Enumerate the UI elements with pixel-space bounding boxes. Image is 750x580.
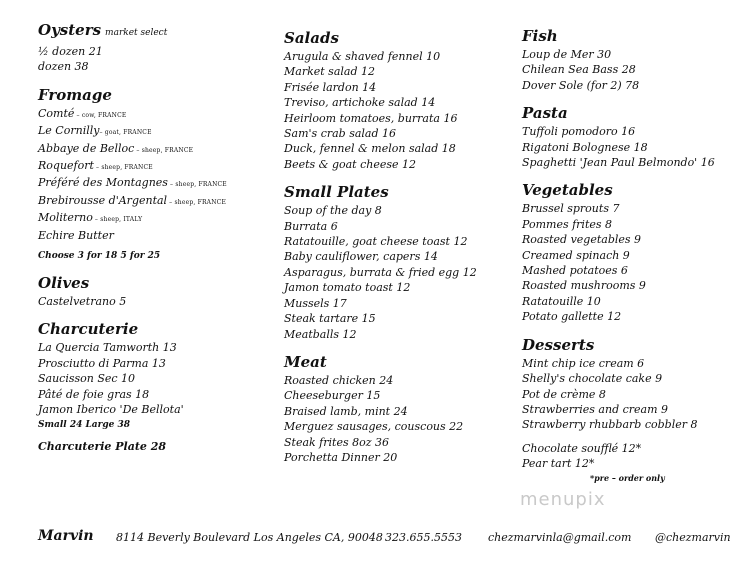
section-title: Meat: [284, 352, 327, 371]
section-charcuterie: [38, 319, 268, 453]
section-pasta: [522, 103, 742, 170]
menu-item: Chilean Sea Bass 28: [522, 63, 636, 77]
menu-item: Chocolate soufflé 12*: [522, 441, 642, 455]
section-title: Olives: [38, 274, 90, 293]
menu-item: Ratatouille, goat cheese toast 12: [284, 235, 468, 249]
menu-item: Loup de Mer 30: [522, 48, 612, 61]
menu-column-left: [38, 20, 268, 464]
menu-item: Duck, fennel & melon salad 18: [284, 142, 456, 156]
menu-item: Pear tart 12*: [522, 457, 595, 471]
section-desserts: [522, 335, 742, 483]
menu-item: Treviso, artichoke salad 14: [284, 96, 436, 110]
menu-column-middle: [284, 20, 506, 475]
section-title: Small Plates: [284, 183, 389, 202]
menu-item: Ratatouille 10: [522, 294, 601, 308]
pre-order-footnote: *pre – order only: [590, 472, 665, 483]
menu-item: Soup of the day 8: [284, 204, 382, 218]
menu-item: Roasted vegetables 9: [522, 233, 642, 247]
menu-item: Burrata 6: [284, 219, 338, 233]
menu-item: Merguez sausages, couscous 22: [284, 420, 464, 434]
section-olives: [38, 273, 268, 309]
menu-item: Arugula & shaved fennel 10: [284, 50, 441, 63]
menu-item: Meatballs 12: [284, 327, 357, 341]
menu-item: Asparagus, burrata & fried egg 12: [284, 265, 477, 279]
menu-item: Porchetta Dinner 20: [284, 450, 398, 464]
jamon-size-note: Small 24 Large 38: [38, 419, 131, 430]
section-title: Fromage: [38, 85, 112, 104]
menu-item: Mint chip ice cream 6: [522, 356, 645, 370]
menupix-watermark: menupix: [520, 489, 606, 510]
charcuterie-plate: Charcuterie Plate 28: [38, 439, 167, 453]
section-title: Oysters market select: [38, 21, 168, 39]
menu-item: Rigatoni Bolognese 18: [522, 140, 648, 154]
menu-item: Roasted mushrooms 9: [522, 279, 646, 293]
cheese-choose-note: Choose 3 for 18 5 for 25: [38, 251, 161, 262]
email-address: chezmarvinla@gmail.com: [488, 531, 632, 544]
section-oysters: [38, 20, 268, 75]
menu-item: Dover Sole (for 2) 78: [522, 78, 640, 92]
menu-item: Mussels 17: [284, 296, 347, 310]
menu-item: Roquefort – sheep, FRANCE: [38, 159, 153, 173]
menu-item: ½ dozen 21: [38, 45, 103, 58]
section-fish: [522, 26, 742, 93]
menu-item: Le Cornilly– goat, FRANCE: [38, 124, 152, 138]
menu-item: Echire Butter: [38, 228, 114, 242]
menu-item: Roasted chicken 24: [284, 373, 394, 387]
phone-number: 323.655.5553: [385, 531, 462, 544]
section-fromage: [38, 85, 268, 263]
market-select-note: market select: [105, 28, 168, 38]
menu-item: Jamon Iberico 'De Bellota': [38, 403, 184, 417]
menu-item: Shelly's chocolate cake 9: [522, 372, 663, 386]
menu-item: Heirloom tomatoes, burrata 16: [284, 111, 458, 125]
menu-item: Préféré des Montagnes – sheep, FRANCE: [38, 176, 227, 190]
menu-item: Castelvetrano 5: [38, 295, 127, 309]
address: 8114 Beverly Boulevard Los Angeles CA, 90048: [116, 531, 383, 544]
menu-item: Abbaye de Belloc – sheep, FRANCE: [38, 141, 194, 155]
menu-item: La Quercia Tamworth 13: [38, 341, 177, 355]
menu-item: Brebirousse d'Argental – sheep, FRANCE: [38, 193, 227, 207]
section-meat: [284, 352, 506, 465]
section-salads: [284, 28, 506, 172]
section-title: Charcuterie: [38, 320, 139, 339]
menu-item: Brussel sprouts 7: [522, 202, 620, 216]
menu-item: Frisée lardon 14: [284, 80, 377, 94]
menu-item: Strawberry rhubbarb cobbler 8: [522, 418, 698, 432]
menu-item: Saucisson Sec 10: [38, 372, 136, 386]
menu-item: Tuffoli pomodoro 16: [522, 125, 636, 139]
menu-item: Steak tartare 15: [284, 312, 376, 326]
section-title: Salads: [284, 29, 339, 47]
menu-column-right: [522, 20, 742, 493]
menu-item: Creamed spinach 9: [522, 248, 630, 262]
menu-item: Jamon tomato toast 12: [284, 281, 411, 295]
menu-item: Pommes frites 8: [522, 217, 613, 231]
menu-item: Sam's crab salad 16: [284, 127, 397, 141]
restaurant-name: Marvin: [38, 528, 94, 544]
menu-item: Spaghetti 'Jean Paul Belmondo' 16: [522, 156, 715, 170]
menu-item: Baby cauliflower, capers 14: [284, 250, 438, 264]
menu-item: Steak frites 8oz 36: [284, 435, 390, 449]
section-title: Vegetables: [522, 181, 613, 200]
menu-item: Prosciutto di Parma 13: [38, 356, 166, 370]
menu-item: Pot de crème 8: [522, 387, 606, 401]
section-title: Pasta: [522, 104, 568, 123]
section-title: Desserts: [522, 335, 595, 354]
menu-item: Pâté de foie gras 18: [38, 387, 150, 401]
footer: [0, 528, 750, 553]
section-vegetables: [522, 180, 742, 324]
menu-item: Beets & goat cheese 12: [284, 157, 417, 171]
menu-item: Comté – cow, FRANCE: [38, 106, 127, 120]
menu-item: Mashed potatoes 6: [522, 264, 628, 278]
menu-item: Moliterno – sheep, ITALY: [38, 211, 143, 225]
menu-item: Strawberries and cream 9: [522, 402, 669, 416]
menu-item: Cheeseburger 15: [284, 389, 381, 403]
menu-item: Potato gallette 12: [522, 310, 622, 324]
menu-item: dozen 38: [38, 60, 89, 74]
social-handle: @chezmarvin: [655, 531, 731, 544]
menu-item: Market salad 12: [284, 65, 375, 79]
section-small-plates: [284, 182, 506, 342]
section-title: Fish: [522, 27, 558, 45]
menu-item: Braised lamb, mint 24: [284, 404, 408, 418]
